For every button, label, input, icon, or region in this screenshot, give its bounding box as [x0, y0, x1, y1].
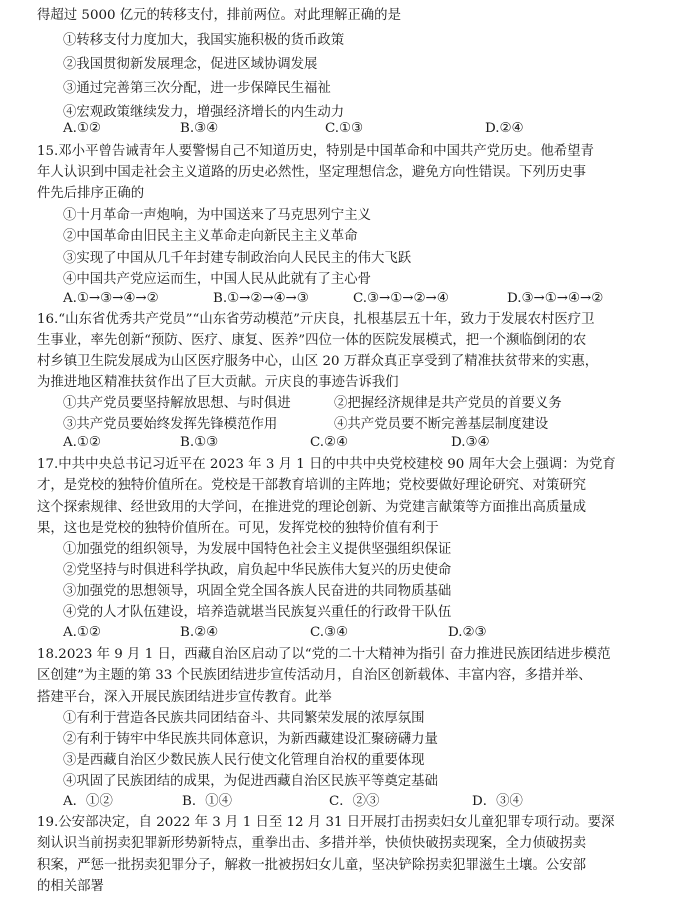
question-16-stem-line-4: 为推进地区精准扶贫作出了巨大贡献。亓庆良的事迹告诉我们 [37, 375, 399, 390]
question-16-item-1: ①共产党员要坚持解放思想、与时俱进 [63, 396, 291, 411]
question-18-item-1: ①有利于营造各民族共同团结奋斗、共同繁荣发展的浓厚氛围 [63, 711, 425, 726]
option-d: D.③④ [451, 435, 490, 450]
question-18-item-2: ②有利于铸牢中华民族共同体意识，为新西藏建设汇聚磅礴力量 [63, 732, 438, 747]
question-17-item-4: ④党的人才队伍建设，培养造就堪当民族复兴重任的行政骨干队伍 [63, 605, 452, 620]
question-18-stem-line-2: 区创建”为主题的第 33 个民族团结进步宣传活动月，自治区创新载体、丰富内容，多措并举、 [37, 668, 592, 683]
option-a: A.①② [63, 435, 101, 450]
option-b: B．①④ [182, 794, 233, 809]
option-d: D.③→①→④→② [507, 291, 604, 306]
question-15-item-3: ③实现了中国从几千年封建专制政治向人民民主的伟大飞跃 [63, 251, 412, 266]
question-15-item-1: ①十月革命一声炮响，为中国送来了马克思列宁主义 [63, 208, 371, 223]
question-18-stem-line-1: 18.2023 年 9 月 1 日，西藏自治区启动了以“党的二十大精神为指引 奋力推进民族团结进步模范 [37, 647, 611, 662]
question-19-stem-line-2: 刻认识当前拐卖犯罪新形势新特点，重拳出击、多措并举，快侦快破拐卖现案，全力侦破拐卖 [37, 836, 587, 851]
option-b: B.①→②→④→③ [213, 291, 309, 306]
option-b: B.②④ [180, 625, 219, 640]
option-d: D．③④ [472, 794, 523, 809]
question-14-item-3: ③通过完善第三次分配，进一步保障民生福祉 [63, 81, 331, 96]
question-14-options [63, 119, 663, 139]
question-15-options [63, 289, 663, 309]
question-15-item-4: ④中国共产党应运而生，中国人民从此就有了主心骨 [63, 272, 371, 287]
question-19-stem-line-4: 的相关部署 [37, 879, 104, 894]
question-19-stem-line-3: 积案，严惩一批拐卖犯罪分子，解救一批被拐妇女儿童，坚决铲除拐卖犯罪滋生土壤。公安部 [37, 858, 587, 873]
question-16-item-3: ③共产党员要始终发挥先锋模范作用 [63, 417, 278, 432]
question-16-item-2: ②把握经济规律是共产党员的首要义务 [334, 396, 562, 411]
option-b: B.③④ [180, 121, 219, 136]
question-16-options [63, 433, 663, 453]
question-18-item-3: ③是西藏自治区少数民族人民行使文化管理自治权的重要体现 [63, 753, 425, 768]
question-17-item-3: ③加强党的思想领导，巩固全党全国各族人民奋进的共同物质基础 [63, 584, 452, 599]
question-17-options [63, 623, 663, 643]
option-a: A.①② [63, 625, 101, 640]
question-16-item-4: ④共产党员要不断完善基层制度建设 [334, 417, 549, 432]
question-17-item-1: ①加强党的组织领导，为发展中国特色社会主义提供坚强组织保证 [63, 542, 452, 557]
question-14-item-4: ④宏观政策继续发力，增强经济增长的内生动力 [63, 105, 345, 120]
question-14-stem: 得超过 5000 亿元的转移支付，排前两位。对此理解正确的是 [37, 8, 401, 23]
option-a: A.①② [63, 121, 101, 136]
option-b: B.①③ [180, 435, 219, 450]
option-c: C.②④ [310, 435, 349, 450]
question-18-stem-line-3: 搭建平台，深入开展民族团结进步宣传教育。此举 [37, 690, 332, 705]
option-a: A．①② [63, 794, 113, 809]
question-15-item-2: ②中国革命由旧民主主义革命走向新民主主义革命 [63, 229, 358, 244]
question-18-item-4: ④巩固了民族团结的成果，为促进西藏自治区民族平等奠定基础 [63, 774, 438, 789]
option-a: A.①→③→④→② [63, 291, 159, 306]
option-c: C.①③ [325, 121, 364, 136]
question-15-stem-line-2: 年人认识到中国走社会主义道路的历史必然性，坚定理想信念，避免方向性错误。下列历史事 [37, 165, 587, 180]
question-18-options [63, 792, 663, 812]
question-16-stem-line-3: 村乡镇卫生院发展成为山区医疗服务中心，山区 20 万群众真正享受到了精准扶贫带来的实惠， [37, 354, 599, 369]
question-17-stem-line-3: 这个探索规律、经世致用的大学问，在推进党的理论创新、为党建言献策等方面推出高质量成 [37, 500, 587, 515]
question-16-stem-line-1: 16.“山东省优秀共产党员”“山东省劳动模范”亓庆良，扎根基层五十年，致力于发展农村医疗卫 [37, 312, 595, 327]
question-16-stem-line-2: 生事业，率先创新“预防、医疗、康复、医养”四位一体的医院发展模式，把一个濒临倒闭的农 [37, 333, 587, 348]
question-17-stem-line-2: 才，是党校的独特价值所在。党校是干部教育培训的主阵地；党校要做好理论研究、对策研究 [37, 478, 587, 493]
option-c: C.③④ [310, 625, 349, 640]
question-17-item-2: ②党坚持与时俱进科学执政，肩负起中华民族伟大复兴的历史使命 [63, 563, 452, 578]
question-19-stem-line-1: 19.公安部决定，自 2022 年 3 月 1 日至 12 月 31 日开展打击拐卖妇女儿童犯罪专项行动。要深 [37, 815, 615, 830]
question-17-stem-line-1: 17.中共中央总书记习近平在 2023 年 3 月 1 日的中共中央党校建校 90 周年大会上强调：为党育 [37, 457, 616, 472]
option-c: C.③→①→②→④ [353, 291, 449, 306]
question-17-stem-line-4: 果，这也是党校的独特价值所在。可见，发挥党校的独特价值有利于 [37, 521, 439, 536]
option-c: C．②③ [329, 794, 380, 809]
question-14-item-2: ②我国贯彻新发展理念，促进区域协调发展 [63, 57, 318, 72]
question-15-stem-line-1: 15.邓小平曾告诫青年人要警惕自己不知道历史，特别是中国革命和中国共产党历史。他希望青 [37, 144, 594, 159]
question-15-stem-line-3: 件先后排序正确的 [37, 186, 145, 201]
question-14-item-1: ①转移支付力度加大，我国实施积极的货币政策 [63, 33, 345, 48]
option-d: D.②③ [448, 625, 487, 640]
option-d: D.②④ [485, 121, 524, 136]
